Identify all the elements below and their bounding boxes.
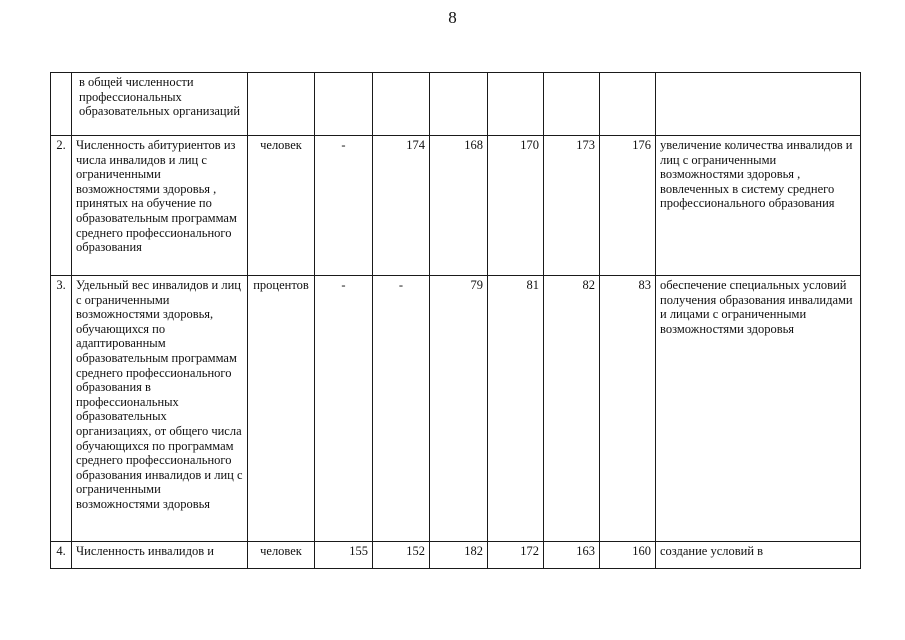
value-cell: 152 — [373, 542, 430, 569]
value-cell: 174 — [373, 136, 430, 276]
indicator-name: Численность абитуриентов из числа инвалидов и лиц с ограниченными возможностями здоровья , принятых на обучение по образовательным программам среднего профессионального образования — [72, 136, 248, 276]
value-cell: 173 — [544, 136, 600, 276]
row-number — [51, 73, 72, 136]
row-number: 3. — [51, 276, 72, 542]
result-description: создание условий в — [656, 542, 861, 569]
value-cell: 163 — [544, 542, 600, 569]
value-cell: 172 — [488, 542, 544, 569]
value-cell — [600, 73, 656, 136]
value-cell — [315, 73, 373, 136]
page-number: 8 — [448, 8, 457, 27]
indicator-name — [72, 73, 248, 136]
value-cell: 155 — [315, 542, 373, 569]
value-cell: 182 — [430, 542, 488, 569]
unit-cell: процентов — [248, 276, 315, 542]
value-cell: 168 — [430, 136, 488, 276]
unit-cell: человек — [248, 542, 315, 569]
value-cell: 81 — [488, 276, 544, 542]
value-cell — [544, 73, 600, 136]
result-description: обеспечение специальных условий получения образования инвалидами и лицами с ограниченными возможностями здоровья — [656, 276, 861, 542]
indicator-name-text: в общей численности профессиональных образовательных организаций — [79, 75, 241, 119]
value-cell: 170 — [488, 136, 544, 276]
value-cell: 79 — [430, 276, 488, 542]
value-cell: 160 — [600, 542, 656, 569]
unit-cell: человек — [248, 136, 315, 276]
row-number: 4. — [51, 542, 72, 569]
value-cell: 83 — [600, 276, 656, 542]
indicator-name: Численность инвалидов и — [72, 542, 248, 569]
value-cell — [430, 73, 488, 136]
value-cell: - — [373, 276, 430, 542]
result-description: увеличение количества инвалидов и лиц с ограниченными возможностями здоровья , вовлеченных в систему среднего профессионального образования — [656, 136, 861, 276]
row-number: 2. — [51, 136, 72, 276]
value-cell — [373, 73, 430, 136]
table-row — [51, 136, 861, 276]
value-cell: - — [315, 136, 373, 276]
indicators-table — [50, 72, 861, 569]
table-row — [51, 73, 861, 136]
value-cell: 176 — [600, 136, 656, 276]
value-cell: - — [315, 276, 373, 542]
table-row — [51, 276, 861, 542]
indicator-name: Удельный вес инвалидов и лиц с ограниченными возможностями здоровья, обучающихся по адаптированным образовательным программам среднего профессионального образования в профессиональных образовательных организациях, от общего числа обучающихся по программам среднего профессионального образования инвалидов и лиц с ограниченными возможностями здоровья — [72, 276, 248, 542]
result-description — [656, 73, 861, 136]
value-cell: 82 — [544, 276, 600, 542]
unit-cell — [248, 73, 315, 136]
table-row — [51, 542, 861, 569]
value-cell — [488, 73, 544, 136]
